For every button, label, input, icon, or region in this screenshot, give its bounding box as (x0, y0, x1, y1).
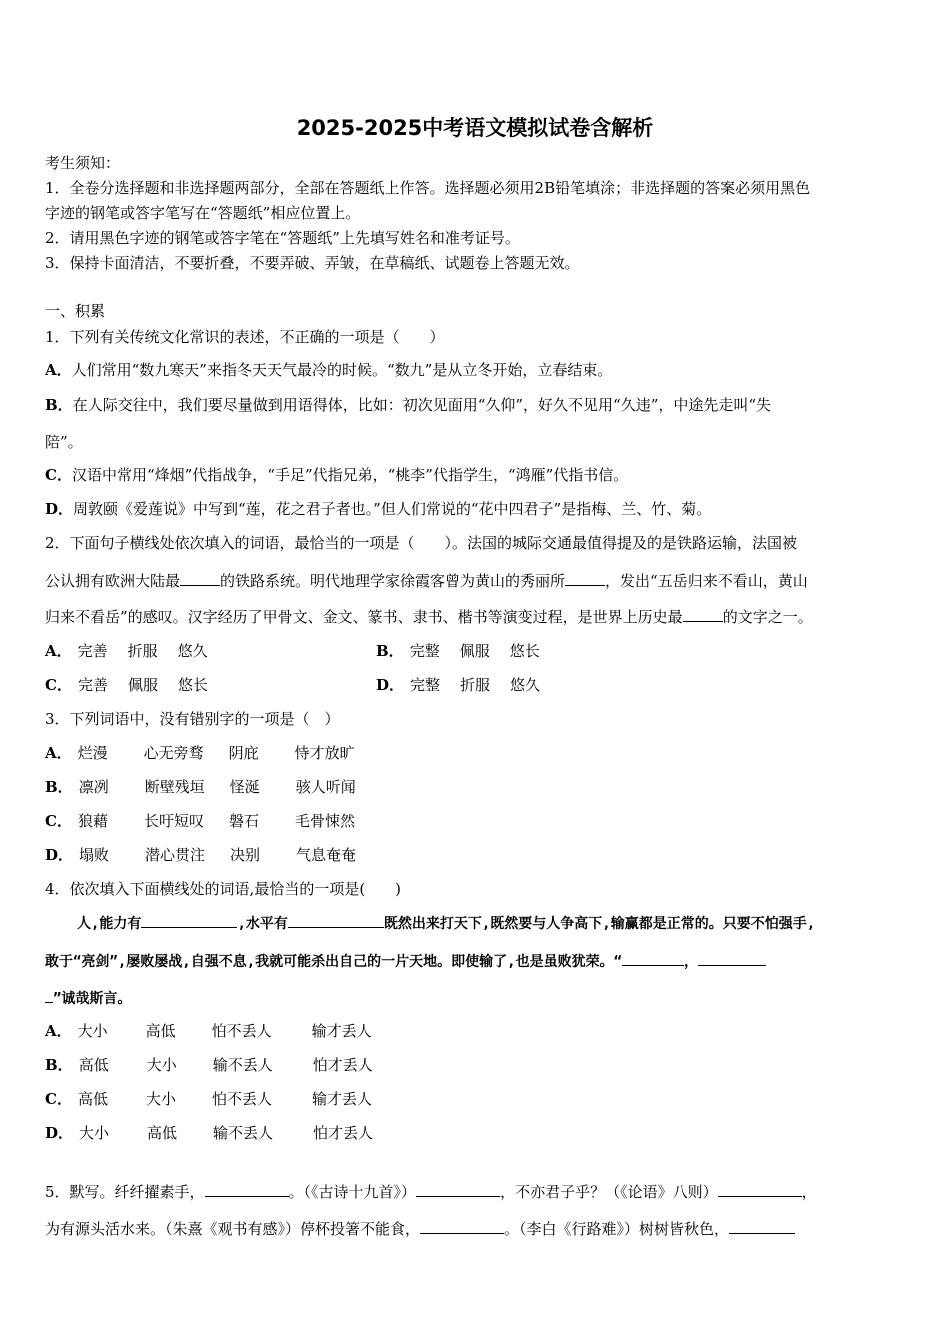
option-label: A． (45, 361, 72, 379)
option-word: 输才丢人 (311, 1022, 372, 1040)
option-word: 悠久 (510, 676, 541, 694)
text: 既然出来打天下,既然要与人争高下,输赢都是正常的。只要不怕强手, (383, 916, 816, 932)
q2-option-a (45, 641, 208, 661)
answer-blank (45, 988, 53, 1003)
option-text: 汉语中常用“烽烟”代指战争，“手足”代指兄弟，“桃李”代指学生，“鸿雁”代指书信。 (71, 466, 629, 484)
answer-blank (420, 1219, 504, 1234)
text: ， (801, 1183, 817, 1201)
option-label: C． (45, 812, 72, 830)
option-label: D． (376, 676, 405, 694)
q5-line-1 (45, 1182, 817, 1202)
answer-blank (565, 571, 605, 586)
option-word: 心无旁骛 (143, 744, 204, 762)
answer-blank (180, 571, 220, 586)
text: ”诚哉斯言。 (53, 991, 132, 1007)
q4-option-c (45, 1089, 372, 1109)
q2-passage-line-2 (45, 571, 808, 591)
option-word: 完整 (410, 676, 441, 694)
option-word: 凛冽 (78, 778, 109, 796)
answer-blank (205, 1182, 289, 1197)
option-word: 悠长 (509, 642, 540, 660)
notice-item-1: 1．全卷分选择题和非选择题两部分，全部在答题纸上作答。选择题必须用2B铅笔填涂；非选择题的答案必须用黑色 (45, 179, 811, 197)
text: 的文字之一。 (722, 608, 813, 626)
option-word: 气息奄奄 (296, 846, 357, 864)
option-label: C． (45, 1090, 72, 1108)
text: ， (684, 954, 698, 970)
option-word: 大小 (77, 1022, 108, 1040)
q4-passage-line-2 (45, 951, 766, 972)
q1-option-d (45, 499, 711, 519)
q4-passage-line-1 (77, 913, 815, 934)
q4-option-b (45, 1055, 373, 1075)
q4-option-a (45, 1021, 372, 1041)
option-word: 怕不丢人 (211, 1022, 272, 1040)
q2-stem: 2．下面句子横线处依次填入的词语，最恰当的一项是（ ）。法国的城际交通最值得提及的是铁路运输，法国被 (45, 534, 798, 552)
section-heading: 一、积累 (45, 302, 106, 320)
q2-option-b (376, 641, 540, 661)
answer-blank (683, 607, 723, 622)
q4-passage-line-3 (45, 988, 131, 1009)
q1-option-b-cont: 陪”。 (45, 433, 83, 451)
q1-stem: 1．下列有关传统文化常识的表述，不正确的一项是（ ） (45, 328, 445, 346)
answer-blank (718, 1182, 802, 1197)
text: 为有源头活水来。（朱熹《观书有感》）停杯投箸不能食， (45, 1220, 421, 1238)
answer-blank (141, 913, 237, 928)
answer-blank (729, 1219, 795, 1234)
option-word: 磐石 (228, 812, 259, 830)
text: ,水平有 (237, 916, 288, 932)
q5-line-2 (45, 1219, 795, 1239)
option-word: 折服 (460, 676, 491, 694)
q3-option-a (45, 743, 355, 763)
option-word: 大小 (145, 1090, 176, 1108)
option-word: 佩服 (127, 676, 158, 694)
text: 5．默写。纤纤擢素手， (45, 1183, 205, 1201)
option-word: 输不丢人 (212, 1056, 273, 1074)
option-label: A． (45, 1022, 72, 1040)
option-word: 高低 (77, 1090, 108, 1108)
option-word: 输才丢人 (311, 1090, 372, 1108)
option-word: 骇人听闻 (295, 778, 356, 796)
option-word: 阴庇 (228, 744, 259, 762)
text: 公认拥有欧洲大陆最 (45, 572, 181, 590)
notice-item-3: 3．保持卡面清洁，不要折叠，不要弄破、弄皱，在草稿纸、试题卷上答题无效。 (45, 254, 580, 272)
option-label: D． (45, 500, 74, 518)
option-label: B． (45, 396, 73, 414)
option-label: B． (45, 778, 73, 796)
text: ，发出“五岳归来不看山，黄山 (605, 572, 808, 590)
option-label: B． (45, 1056, 73, 1074)
q1-option-a (45, 360, 612, 380)
answer-blank (416, 1182, 500, 1197)
option-word: 大小 (146, 1056, 177, 1074)
text: 。（李白《行路难》）树树皆秋色， (504, 1220, 730, 1238)
q2-passage-line-3 (45, 607, 813, 627)
option-word: 毛骨悚然 (294, 812, 355, 830)
option-word: 决别 (230, 846, 261, 864)
option-word: 悠长 (177, 676, 208, 694)
option-word: 恃才放旷 (294, 744, 355, 762)
text: 人,能力有 (77, 916, 142, 932)
option-word: 输不丢人 (213, 1124, 274, 1142)
text: 。（《古诗十九首》） (288, 1183, 417, 1201)
q3-option-d (45, 845, 356, 865)
q2-option-c (45, 675, 208, 695)
option-word: 怕才丢人 (312, 1056, 373, 1074)
option-word: 狼藉 (77, 812, 108, 830)
notice-header: 考生须知： (45, 154, 121, 172)
option-word: 高低 (147, 1124, 178, 1142)
q3-stem: 3．下列词语中，没有错别字的一项是（ ） (45, 710, 340, 728)
option-text: 人们常用“数九寒天”来指冬天天气最冷的时候。“数九”是从立冬开始，立春结束。 (71, 361, 613, 379)
option-text: 在人际交往中，我们要尽量做到用语得体，比如：初次见面用“久仰”，好久不见用“久违”，中途先走叫“失 (72, 396, 772, 414)
option-word: 怕才丢人 (313, 1124, 374, 1142)
option-label: A． (45, 744, 72, 762)
q1-option-b (45, 395, 771, 415)
q3-option-b (45, 777, 356, 797)
option-word: 烂漫 (77, 744, 108, 762)
q4-stem: 4．依次填入下面横线处的词语,最恰当的一项是( ) (45, 880, 402, 898)
option-word: 潜心贯注 (145, 846, 206, 864)
notice-item-1-cont: 字迹的钢笔或答字笔写在“答题纸”相应位置上。 (45, 204, 361, 222)
q2-option-d (376, 675, 540, 695)
answer-blank (622, 951, 684, 966)
text: 敢于“亮剑”,屡败屡战,自强不息,我就可能杀出自己的一片天地。即使输了,也是虽败犹荣。“ (45, 954, 622, 970)
q4-option-d (45, 1123, 373, 1143)
option-label: D． (45, 846, 74, 864)
option-label: C． (45, 676, 72, 694)
option-word: 完整 (409, 642, 440, 660)
option-word: 佩服 (459, 642, 490, 660)
option-word: 悠久 (177, 642, 208, 660)
option-word: 高低 (145, 1022, 176, 1040)
option-word: 怪涎 (229, 778, 260, 796)
option-label: D． (45, 1124, 74, 1142)
option-word: 怕不丢人 (211, 1090, 272, 1108)
page-title: 2025-2025中考语文模拟试卷含解析 (296, 116, 654, 140)
answer-blank (288, 913, 384, 928)
option-label: C． (45, 466, 72, 484)
option-word: 完善 (77, 676, 108, 694)
text: ，不亦君子乎？（《论语》八则） (500, 1183, 718, 1201)
option-word: 完善 (77, 642, 108, 660)
option-text: 周敦颐《爱莲说》中写到“莲，花之君子者也。”但人们常说的“花中四君子”是指梅、兰、竹、菊。 (73, 500, 712, 518)
option-word: 高低 (78, 1056, 109, 1074)
q1-option-c (45, 465, 628, 485)
text: 的铁路系统。明代地理学家徐霞客曾为黄山的秀丽所 (220, 572, 566, 590)
option-word: 大小 (79, 1124, 110, 1142)
q3-option-c (45, 811, 355, 831)
option-label: A． (45, 642, 72, 660)
notice-item-2: 2．请用黑色字迹的钢笔或答字笔在“答题纸”上先填写姓名和准考证号。 (45, 229, 520, 247)
answer-blank (698, 951, 766, 966)
option-word: 长吁短叹 (143, 812, 204, 830)
option-word: 塌败 (79, 846, 110, 864)
option-label: B． (376, 642, 404, 660)
option-word: 断壁残垣 (144, 778, 205, 796)
text: 归来不看岳”的感叹。汉字经历了甲骨文、金文、篆书、隶书、楷书等演变过程，是世界上历史最 (45, 608, 683, 626)
option-word: 折服 (127, 642, 158, 660)
